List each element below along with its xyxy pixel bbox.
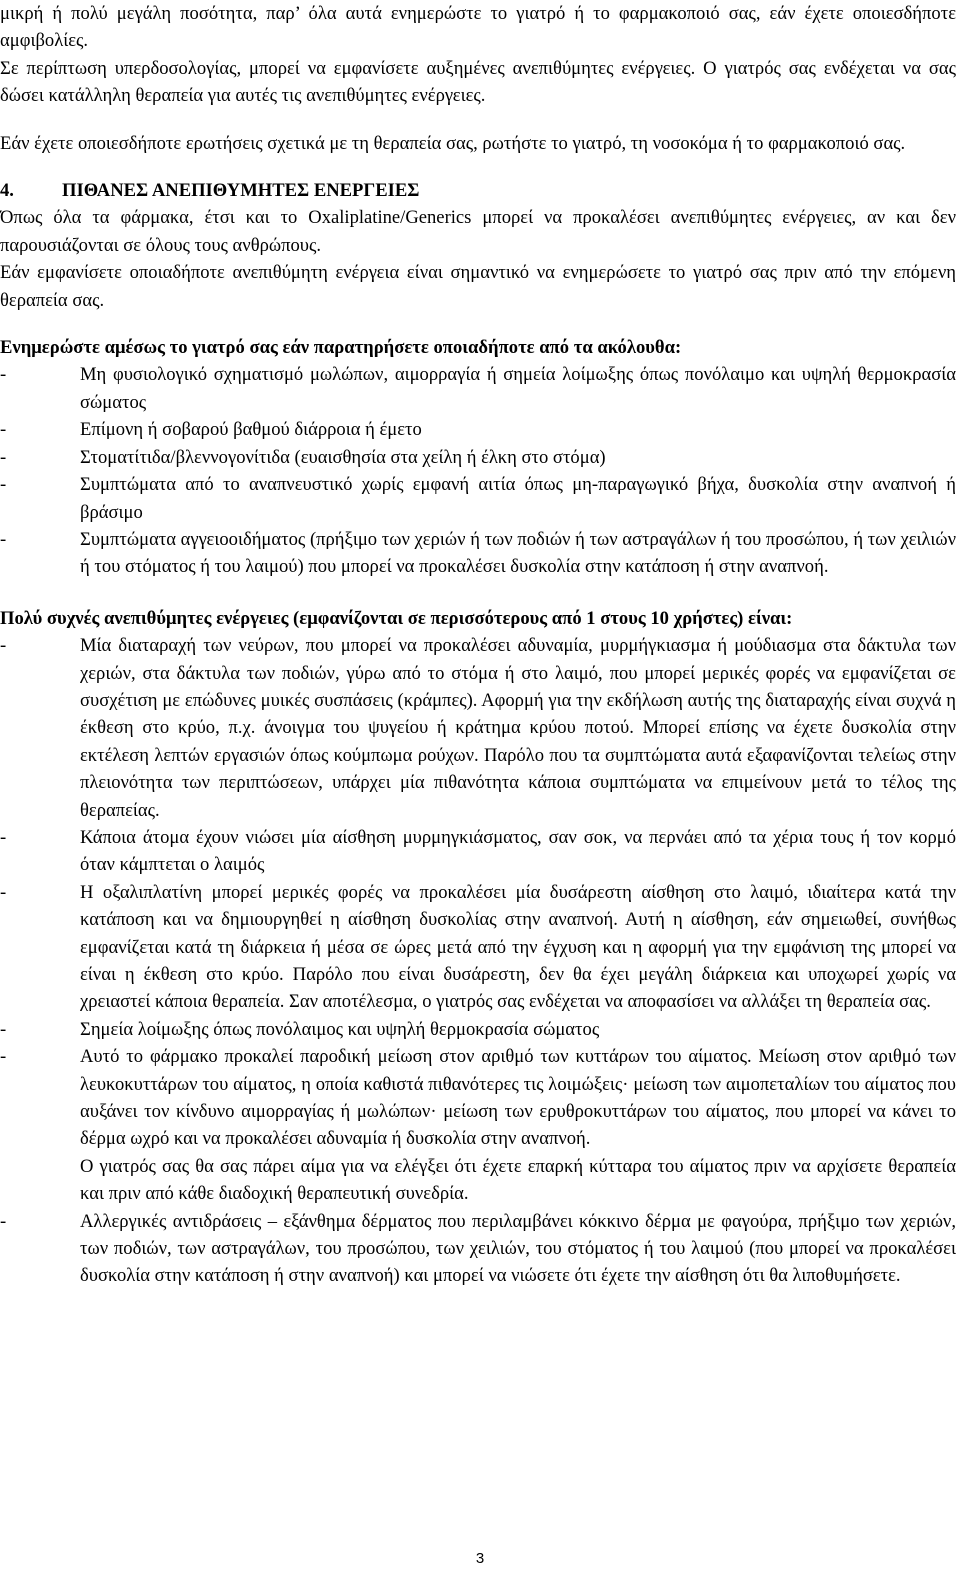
list-item-text: Αλλεργικές αντιδράσεις – εξάνθημα δέρματος που περιλαμβάνει κόκκινο δέρμα με φαγούρα, πρήξιμο των χεριών, των ποδιών, των αστραγάλων, του προσώπου, των χειλιών, του στόματος ή του λαιμού (που μπορεί να προκαλέσει δυσκολία στην κατάποση ή στην αναπνοή) και μπορεί να νιώσετε ότι έχετε την αίσθηση ότι θα λιποθυμήσετε. bbox=[80, 1210, 956, 1287]
list-item bbox=[0, 444, 956, 471]
list-item-text: Επίμονη ή σοβαρού βαθμού διάρροια ή έμετο bbox=[80, 419, 422, 441]
list-item bbox=[0, 416, 956, 443]
list-item-text: Σημεία λοίμωξης όπως πονόλαιμος και υψηλή θερμοκρασία σώματος bbox=[80, 1018, 600, 1040]
list-item bbox=[0, 526, 956, 581]
dash-bullet: - bbox=[0, 419, 7, 441]
list-item-text: Στοματίτιδα/βλεννογονίτιδα (ευαισθησία στα χείλη ή έλκη στο στόμα) bbox=[80, 446, 606, 468]
dash-bullet: - bbox=[0, 474, 7, 496]
dash-bullet: - bbox=[0, 881, 7, 903]
list-item bbox=[0, 879, 956, 1016]
dash-bullet: - bbox=[0, 1210, 7, 1232]
dash-bullet: - bbox=[0, 1018, 7, 1040]
intro-paragraph-2: Σε περίπτωση υπερδοσολογίας, μπορεί να εμφανίσετε αυξημένες ανεπιθύμητες ενέργειες. Ο γιατρός σας ενδέχεται να σας δώσει κατάλληλη θεραπεία για αυτές τις ανεπιθύμητες ενέργειες. bbox=[0, 57, 956, 107]
very-common-heading: Πολύ συχνές ανεπιθύμητες ενέργειες (εμφανίζονται σε περισσότερους από 1 στους 10 χρήστες) είναι: bbox=[0, 607, 793, 629]
list-item-text: Κάποια άτομα έχουν νιώσει μία αίσθηση μυρμηγκιάσματος, σαν σοκ, να περνάει από τα χέρια τους ή τον κορμό όταν κάμπτεται ο λαιμός bbox=[80, 826, 956, 876]
list-item bbox=[0, 361, 956, 416]
dash-bullet: - bbox=[0, 446, 7, 468]
blood-paragraph-1: Αυτό το φάρμακο προκαλεί παροδική μείωση στον αριθμό των κυττάρων του αίματος. Μείωση στον αριθμό των λευκοκυττάρων του αίματος, η οποία καθιστά πιθανότερες τις λοιμώξεις· μείωση των αιμοπεταλίων του αίματος που αυξάνει τον κίνδυνο αιμορραγίας ή μωλώπων· μείωση των ερυθροκυττάρων του αίματος, που μπορεί να κάνει το δέρμα ωχρό και να προκαλέσει αδυναμία ή δυσκολία στην αναπνοή. bbox=[80, 1046, 956, 1150]
dash-bullet: - bbox=[0, 826, 7, 848]
list-item bbox=[0, 1016, 956, 1043]
dash-bullet: - bbox=[0, 635, 7, 657]
list-item-text: Μία διαταραχή των νεύρων, που μπορεί να προκαλέσει αδυναμία, μυρμήγκιασμα ή μούδιασμα στα δάκτυλα των χεριών, στα δάκτυλα των ποδιών, γύρω από το στόμα ή στο λαιμό, που μπορεί μερικές φορές να εμφανίζεται σε συσχέτιση με επώδυνες μυικές συσπάσεις (κράμπες). Αφορμή για την εκδήλωση αυτής της διαταραχής είναι συχνά η έκθεση στο κρύο, π.χ. άνοιγμα του ψυγείου ή κράτημα κρύου ποτού. Μπορεί επίσης να έχετε δυσκολία στην εκτέλεση λεπτών εργασιών όπως κούμπωμα ρούχων. Παρόλο που τα συμπτώματα αυτά εξαφανίζονται τελείως στην πλειονότητα των περιπτώσεων, υπάρχει μία πιθανότητα κάποια συμπτώματα να επιμείνουν μετά το τέλος της θεραπείας. bbox=[80, 635, 956, 821]
list-item bbox=[0, 824, 956, 879]
section-paragraph-2: Εάν εμφανίσετε οποιαδήποτε ανεπιθύμητη ενέργεια είναι σημαντικό να ενημερώσετε το γιατρό σας πριν από την επόμενη θεραπεία σας. bbox=[0, 262, 956, 311]
list-item bbox=[0, 632, 956, 824]
list-item-text: Συμπτώματα αγγειοοιδήματος (πρήξιμο των χεριών ή των ποδιών ή των αστραγάλων ή του προσώπου, ή των χειλιών ή του στόματος ή του λαιμού) που μπορεί να προκαλέσει δυσκολία στην κατάποση ή στην αναπνοή. bbox=[80, 528, 956, 578]
section-title: ΠΙΘΑΝΕΣ ΑΝΕΠΙΘΥΜΗΤΕΣ ΕΝΕΡΓΕΙΕΣ bbox=[62, 180, 420, 202]
page-number: 3 bbox=[475, 1550, 485, 1567]
intro-paragraph-1: μικρή ή πολύ μεγάλη ποσότητα, παρ’ όλα αυτά ενημερώστε το γιατρό ή το φαρμακοποιό σας, εάν έχετε οποιεσδήποτε αμφιβολίες. bbox=[0, 3, 956, 52]
questions-paragraph: Εάν έχετε οποιεσδήποτε ερωτήσεις σχετικά με τη θεραπεία σας, ρωτήστε το γιατρό, τη νοσοκόμα ή το φαρμακοποιό σας. bbox=[0, 132, 906, 154]
immediate-list bbox=[0, 361, 956, 580]
list-item-blood bbox=[0, 1043, 956, 1207]
dash-bullet: - bbox=[0, 528, 7, 550]
section-paragraph-1: Όπως όλα τα φάρμακα, έτσι και το Oxaliplatine/Generics μπορεί να προκαλέσει ανεπιθύμητες ενέργειες, αν και δεν παρουσιάζονται σε όλους τους ανθρώπους. bbox=[0, 207, 956, 256]
list-item-allergy bbox=[0, 1208, 956, 1290]
section-heading bbox=[0, 177, 956, 204]
list-item-text: Μη φυσιολογικό σχηματισμό μωλώπων, αιμορραγία ή σημεία λοίμωξης όπως πονόλαιμο και υψηλή θερμοκρασία σώματος bbox=[80, 364, 956, 413]
immediate-heading: Ενημερώστε αμέσως το γιατρό σας εάν παρατηρήσετε οποιαδήποτε από τα ακόλουθα: bbox=[0, 337, 682, 359]
dash-bullet: - bbox=[0, 1046, 7, 1068]
dash-bullet: - bbox=[0, 364, 7, 386]
section-number: 4. bbox=[0, 180, 14, 202]
blood-paragraph-2: Ο γιατρός σας θα σας πάρει αίμα για να ελέγξει ότι έχετε επαρκή κύτταρα του αίματος πριν να αρχίσετε θεραπεία και πριν από κάθε διαδοχική θεραπευτική συνεδρία. bbox=[80, 1155, 956, 1205]
list-item-text: Η οξαλιπλατίνη μπορεί μερικές φορές να προκαλέσει μία δυσάρεστη αίσθηση στο λαιμό, ιδιαίτερα κατά την κατάποση και να δημιουργηθεί η αίσθηση δυσκολίας στην αναπνοή. Αυτή η αίσθηση, εάν σημειωθεί, συνήθως εμφανίζεται κατά τη διάρκεια ή μέσα σε ώρες μετά από την έγχυση και η αφορμή για την εμφάνιση της μπορεί να είναι η έκθεση στο κρύο. Παρόλο που είναι δυσάρεστη, δεν θα έχει μεγάλη διάρκεια και υποχωρεί χωρίς να χρειαστεί κάποια θεραπεία. Σαν αποτέλεσμα, ο γιατρός σας ενδέχεται να αποφασίσει να αλλάξει τη θεραπεία σας. bbox=[80, 881, 956, 1013]
list-item-text: Συμπτώματα από το αναπνευστικό χωρίς εμφανή αιτία όπως μη-παραγωγικό βήχα, δυσκολία στην αναπνοή ή βράσιμο bbox=[80, 474, 956, 523]
very-common-list bbox=[0, 632, 956, 1290]
list-item bbox=[0, 471, 956, 526]
